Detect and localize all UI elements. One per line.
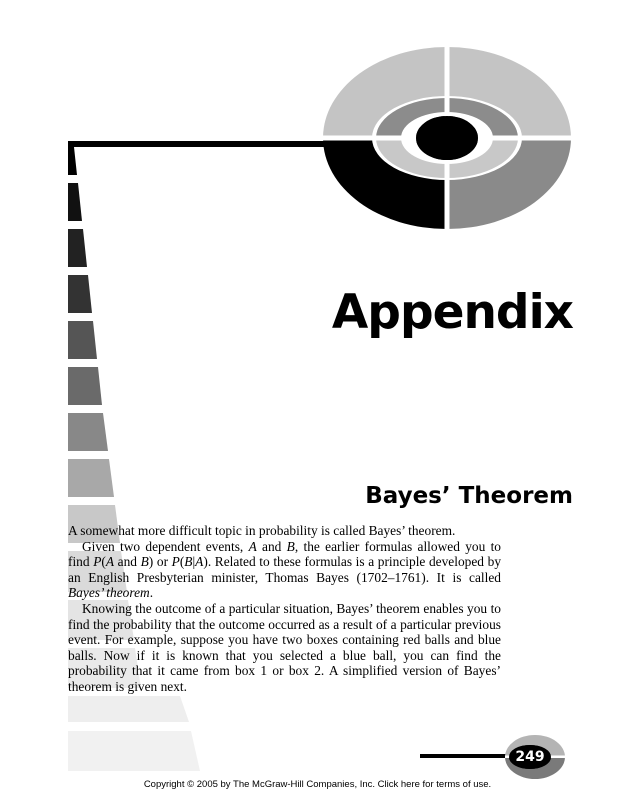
- body-text: [68, 523, 501, 695]
- page-number: 249: [515, 749, 545, 765]
- italic-run: A: [105, 554, 115, 570]
- text-run: (: [179, 554, 185, 570]
- paragraph-2: [68, 539, 501, 601]
- text-run: , the earlier formulas allowed you to find: [68, 538, 501, 570]
- text-run: ). Related to these formulas is a principle developed by an English Presbyterian minister, Thomas Bayes (1702–1761). It is called: [68, 554, 502, 585]
- italic-run: B: [286, 538, 295, 554]
- chapter-title: Appendix: [331, 285, 573, 340]
- text-run: Given two dependent events,: [82, 538, 249, 554]
- text-run: and: [256, 538, 287, 554]
- italic-run: P: [93, 554, 102, 570]
- italic-run: B: [140, 554, 149, 570]
- terms-of-use-link[interactable]: Copyright © 2005 by The McGraw-Hill Companies, Inc. Click here for terms of use.: [143, 779, 492, 790]
- italic-run: B: [184, 554, 193, 570]
- ring-ornament: [321, 45, 573, 231]
- footer-rule: [420, 754, 514, 758]
- italic-run: Bayes’ theorem: [68, 585, 150, 601]
- italic-run: A: [195, 554, 204, 570]
- paragraph-1: A somewhat more difficult topic in probability is called Bayes’ theorem.: [68, 523, 456, 538]
- italic-run: P: [171, 554, 180, 570]
- copyright-notice: [0, 779, 635, 790]
- header-rule: [68, 141, 330, 147]
- paragraph-3: Knowing the outcome of a particular situation, Bayes’ theorem enables you to find the probability that the outcome occurred as a result of a particular previous event. For example, suppose you have two boxes containing red balls and blue balls. Now if it is known that you selected a blue ball, you can find the probability that it came from box 1 or box 2. A simplified version of Bayes’ theorem is given next.: [68, 600, 501, 694]
- section-title: Bayes’ Theorem: [365, 483, 573, 509]
- text-run: ) or: [148, 554, 172, 570]
- text-run: |: [192, 554, 196, 570]
- text-run: and: [114, 554, 141, 570]
- text-run: (: [101, 554, 106, 570]
- text-run: .: [149, 585, 154, 601]
- italic-run: A: [248, 538, 257, 554]
